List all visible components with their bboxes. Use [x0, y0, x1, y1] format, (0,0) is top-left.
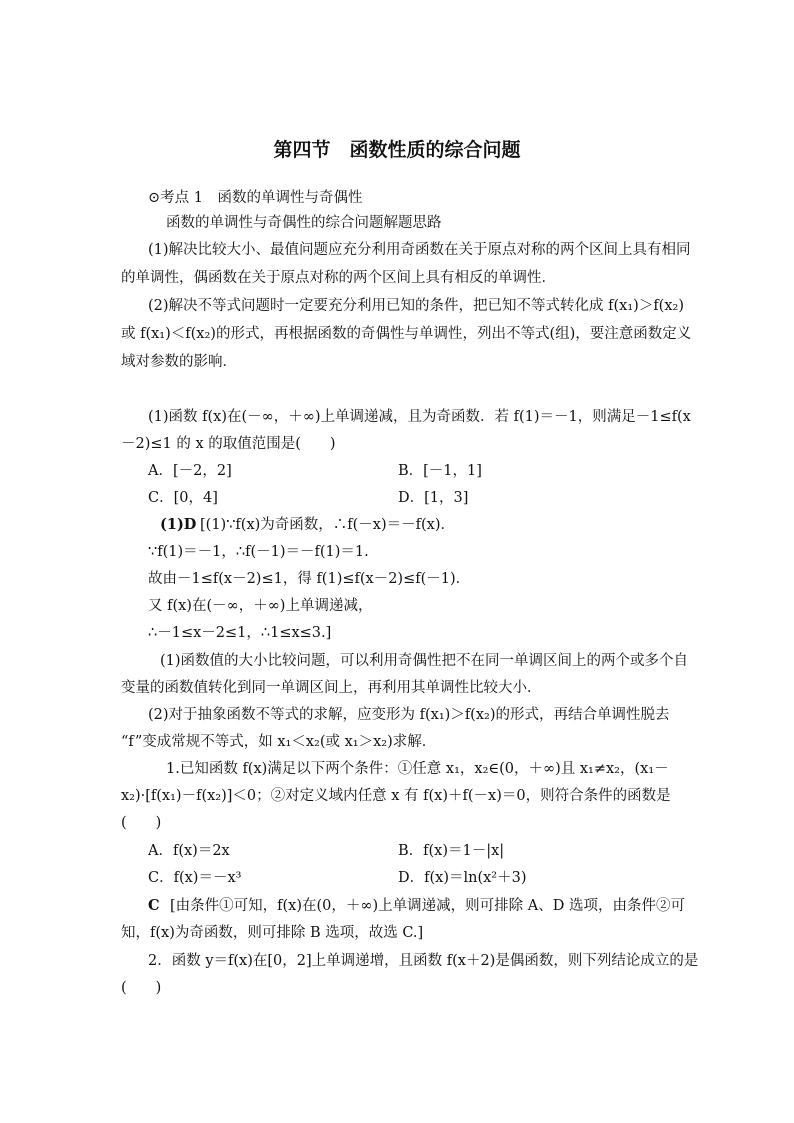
exercise-1-question-line-3: ( ) — [121, 815, 162, 831]
example-option-a: A．[－2，2] — [148, 463, 232, 479]
example-solution-line-4: 又 f(x)在(－∞，＋∞)上单调递减， — [148, 598, 373, 614]
summary-2-line-2: “f”变成常规不等式，如 x₁＜x₂(或 x₁＞x₂)求解． — [121, 734, 437, 750]
method-paragraph-2-line-3: 域对参数的影响． — [121, 354, 237, 370]
exercise-1-question-line-2: x₂)·[f(x₁)－f(x₂)]＜0；②对定义域内任意 x 有 f(x)＋f(－x)＝0，则符合条件的函数是 — [121, 788, 671, 804]
example-option-d: D．[1，3] — [398, 490, 469, 506]
summary-2-line-1: (2)对于抽象函数不等式的求解，应变形为 f(x₁)＞f(x₂)的形式，再结合单调性脱去 — [148, 707, 670, 723]
method-paragraph-1-line-2: 的单调性，偶函数在关于原点对称的两个区间上具有相反的单调性． — [121, 270, 556, 286]
example-question-line-2: －2)≤1 的 x 的取值范围是( ) — [121, 436, 336, 452]
example-option-c: C．[0，4] — [148, 490, 218, 506]
method-paragraph-2-line-2: 或 f(x₁)＜f(x₂)的形式，再根据函数的奇偶性与单调性，列出不等式(组)，要注意函数定义 — [121, 326, 692, 342]
example-option-b: B．[－1，1] — [398, 463, 482, 479]
example-solution-line-2: ∵f(1)＝－1，∴f(－1)＝－f(1)＝1. — [148, 544, 369, 560]
exercise-1-option-a: A．f(x)＝2x — [148, 843, 230, 859]
example-question-line-1: (1)函数 f(x)在(－∞，＋∞)上单调递减，且为奇函数．若 f(1)＝－1，则满足－1≤f(x — [148, 409, 691, 425]
example-solution-line-3: 故由－1≤f(x－2)≤1，得 f(1)≤f(x－2)≤f(－1)． — [148, 571, 471, 587]
example-answer-label: (1)D — [160, 516, 197, 533]
page-title: 第四节 函数性质的综合问题 — [273, 139, 521, 161]
method-paragraph-1-line-1: (1)解决比较大小、最值问题应充分利用奇函数在关于原点对称的两个区间上具有相同 — [148, 242, 691, 258]
example-solution-line-1: [(1)∵f(x)为奇函数，∴f(－x)＝－f(x)． — [200, 517, 455, 533]
summary-1-line-2: 变量的函数值转化到同一单调区间上，再利用其单调性比较大小． — [121, 680, 542, 696]
example-solution-line-5: ∴－1≤x－2≤1，∴1≤x≤3.] — [148, 625, 332, 641]
exercise-1-solution-line-2: 知，f(x)为奇函数，则可排除 B 选项，故选 C.] — [121, 925, 424, 941]
exercise-1-option-d: D．f(x)＝ln(x²＋3) — [398, 870, 527, 886]
section-subheading: 函数的单调性与奇偶性的综合问题解题思路 — [166, 215, 442, 231]
exercise-1-question-line-1: 1.已知函数 f(x)满足以下两个条件：①任意 x₁，x₂∈(0，＋∞)且 x₁≠x₂，(x₁－ — [166, 761, 669, 777]
summary-1-line-1: (1)函数值的大小比较问题，可以利用奇偶性把不在同一单调区间上的两个或多个自 — [160, 653, 689, 669]
exercise-2-question-line-1: 2．函数 y＝f(x)在[0，2]上单调递增，且函数 f(x＋2)是偶函数，则下列结论成立的是 — [148, 953, 699, 969]
exercise-1-answer-label: C — [148, 897, 160, 914]
exercise-1-option-c: C．f(x)＝－x³ — [148, 870, 242, 886]
section-heading: ⊙考点 1 函数的单调性与奇偶性 — [148, 190, 363, 206]
exercise-2-question-line-2: ( ) — [121, 980, 162, 996]
exercise-1-option-b: B．f(x)＝1－|x| — [398, 843, 505, 859]
method-paragraph-2-line-1: (2)解决不等式问题时一定要充分利用已知的条件，把已知不等式转化成 f(x₁)＞f(x₂) — [148, 298, 684, 314]
exercise-1-solution-line-1: [由条件①可知，f(x)在(0，＋∞)上单调递减，则可排除 A、D 选项，由条件②可 — [170, 898, 685, 914]
